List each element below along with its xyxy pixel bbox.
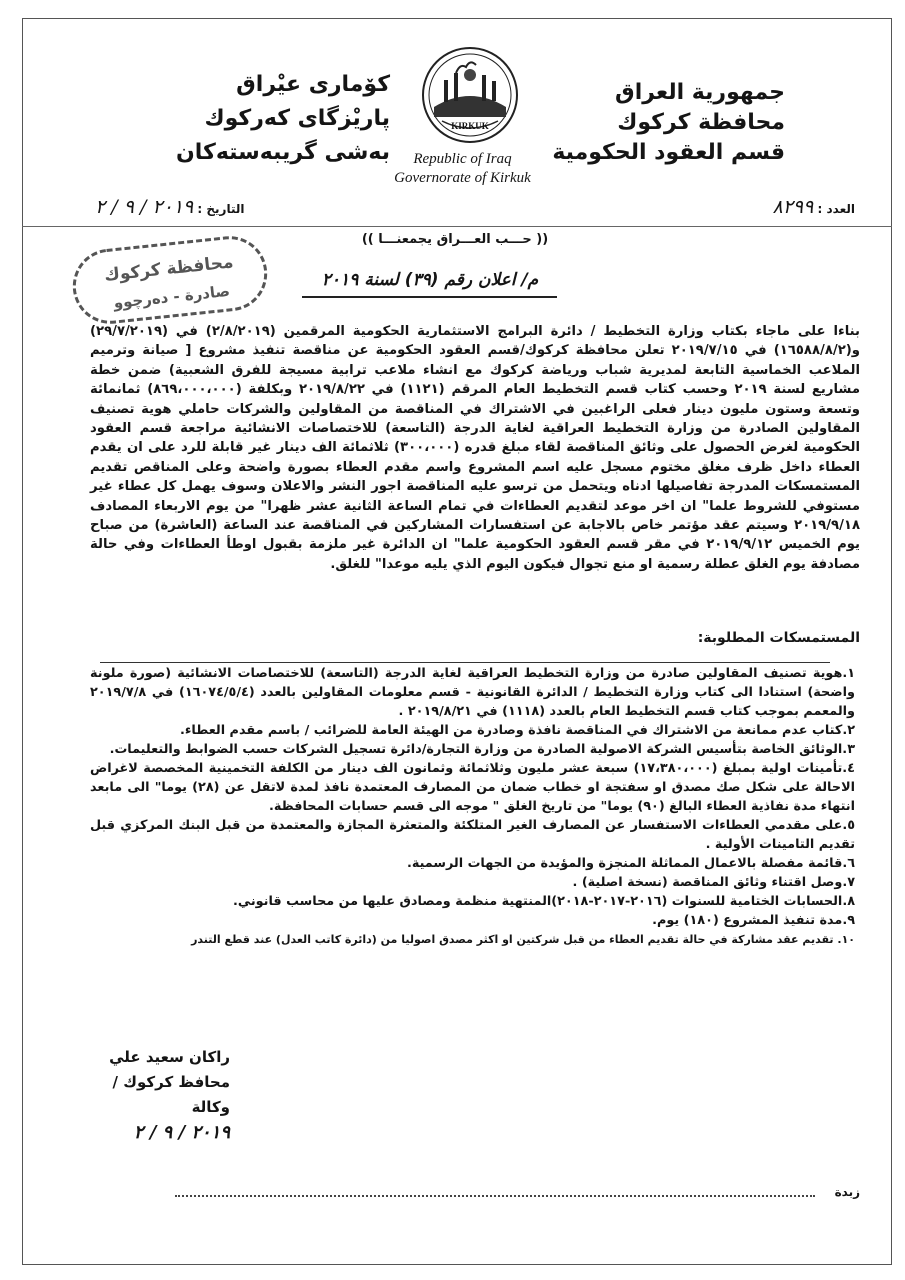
requirement-item: ٥.على مقدمي العطاءات الاستفسار عن المصارف الغير المتلكئة والمتعثرة المجازة والمعتمدة من قبل البنك المركزي قبل تقديم التامينات الأولية . [90, 818, 855, 852]
signature-date: ٢٠١٩ / ٩ / ٢ [133, 1122, 230, 1143]
requirement-item: ٨.الحسابات الختامية للسنوات (٢٠١٦-٢٠١٧-٢٠١٨)المنتهية منظمة ومصادق عليها من محاسب قانوني. [233, 894, 855, 909]
requirement-item: ٤.تأمينات اولية بمبلغ (١٧،٣٨٠،٠٠٠) سبعة عشر مليون وثلاثمائة وثمانون الف دينار من الكلفة التخمينية المخصصة لاغراض الاحالة على شكل صك مصدق او سفتجة او خطاب ضمان من المصارف المعتمدة نافذ لمدة لاتقل عن (٢٨) يوما" الى مابعد انتهاء مدة نفاذية العطاء البالغ (٩٠) يوما" من تاريخ الغلق " موجه الى قسم حسابات المحافظة. [90, 761, 855, 814]
stamp-line-1: محافظة كركوك [103, 252, 235, 286]
signature-block [90, 1045, 230, 1145]
requirements-title: المستمسكات المطلوبة: [697, 630, 860, 646]
header-arabic-line-3: قسم العقود الحكومية [552, 140, 785, 165]
slogan: (( حـــب العـــراق يجمعنـــا )) [361, 232, 549, 247]
announcement-title: م/ اعلان رقم (٣٩) لسنة ٢٠١٩ [321, 270, 539, 290]
requirement-item: ٢.كتاب عدم ممانعة من الاشتراك في المناقصة نافذة وصادرة من الهيئة العامة للضرائب / باسم مقدم العطاء. [180, 723, 855, 738]
header-arabic-line-1: جمهورية العراق [615, 80, 785, 105]
header-kurdish-line-1: كۆمارى عيْراق [236, 72, 390, 97]
header-kurdish-line-3: بەشى گريبەستەكان [175, 140, 390, 165]
requirement-item: ١٠. تقديم عقد مشاركة في حالة تقديم العطاء من قبل شركتين او اكثر مصدق اصوليا من (دائرة كاتب العدل) عند قطع التندر [191, 933, 855, 946]
arabic-header [525, 78, 785, 168]
kirkuk-emblem-icon [420, 45, 520, 145]
header-english-line-1: Republic of Iraq [413, 151, 512, 167]
number-field [773, 196, 855, 218]
announcement-body: بناءا على ماجاء بكتاب وزارة التخطيط / دائرة البرامج الاستثمارية الحكومية المرقمين (٢/٨/٢٠١٩) في (٢٩/٧/٢٠١٩) و(١٦٥٨٨/٨/٢) في ٢٠١٩/٧/١٥ تعلن محافظة كركوك/قسم العقود الحكومية عن مناقصة تنفيذ مشروع [ صيانة وترميم الملاعب الخماسية التابعة لمديرية شباب ورياضة كركوك مع انشاء ملاعب ترابية مسيجة للفرق الشعبية) ضمن خطة مشاريع لسنة ٢٠١٩ وحسب كتاب قسم التخطيط العام المرقم (١١٢١) في ٢٠١٩/٨/٢٢ وبكلفة (٨٦٩،٠٠٠،٠٠٠) ثمانمائة وتسعة وستون مليون دينار فعلى الراغبين في الاشتراك في المناقصة من المقاولين والشركات حاملي هوية تصنيف المقاولين الصادرة من وزارة التخطيط العراقية لغاية الدرجة (التاسعة) للاختصاصات الانشائية مراجعة قسم العقود الحكومية لغرض الحصول على وثائق المناقصة لقاء مبلغ قدره (٣٠٠،٠٠٠) ثلاثمائة الف دينار غير قابلة للرد على ان يقدم العطاء داخل ظرف مغلق مختوم مسجل عليه اسم المشروع واسم مقدم العطاء بصورة واضحة وعلى المناقص تقديم المستمسكات المدرجة تفاصيلها ادناه ويتحمل من ترسو عليه المناقصة اجور النشر والاعلان وسوف يهمل كل عطاء غير مستوفي للشروط علما" ان اخر موعد لتقديم العطاءات في تمام الساعة الثانية عشر ظهرا" من يوم الاربعاء المصادف ٢٠١٩/٩/١٨ وسيتم عقد مؤتمر خاص بالاجابة عن استفسارات المشاركين في المناقصة عند الساعة (العاشرة) من صباح يوم الخميس ٢٠١٩/٩/١٢ في مقر قسم العقود الحكومية علما" ان الدائرة غير ملزمة بقبول اوطأ العطاءات وفي حالة مصادفة يوم الغلق عطلة رسمية او منع تجوال فيكون اليوم الذي يليه موعدا" للغلق. [90, 324, 861, 572]
requirement-item: ٧.وصل اقتناء وثائق المناقصة (نسخة اصلية) . [572, 875, 855, 890]
header-english-line-2: Governorate of Kirkuk [394, 170, 531, 186]
meta-row [95, 196, 855, 222]
signatory-title: محافظ كركوك / وكالة [112, 1073, 230, 1116]
number-label: العدد : [817, 202, 855, 216]
requirements-divider [100, 662, 830, 663]
date-field [95, 196, 244, 218]
cc-label: زبدة [834, 1185, 860, 1199]
title-underline [302, 296, 557, 298]
header-arabic-line-2: محافظة كركوك [617, 110, 785, 135]
kurdish-header [160, 68, 390, 170]
stamp-line-2: صادرة - دەرچوو [112, 281, 231, 312]
requirement-item: ١.هوية تصنيف المقاولين صادرة من وزارة التخطيط العراقية لغاية الدرجة (التاسعة) للاختصاصات الانشائية (صورة ملونة واضحة) استنادا الى كتاب وزارة التخطيط / الدائرة القانونية - قسم معلومات المقاولين بالعدد (١٦٠٧٤/٥/٤) في ٢٠١٩/٧/٨ والمعمم بموجب كتاب قسم التخطيط العام بالعدد (١١١٨) في ٢٠١٩/٨/٢١ . [90, 666, 855, 719]
emblem-text: KIRKUK [451, 121, 489, 131]
header-kurdish-line-2: پاريْزگاى كەركوك [204, 106, 390, 131]
requirements-list [90, 664, 855, 949]
requirement-item: ٦.قائمة مفصلة بالاعمال المماثلة المنجزة والمؤيدة من الجهات الرسمية. [406, 856, 855, 871]
date-value: ٢٠١٩ / ٩ / ٢ [95, 196, 194, 218]
cc-dotted-line [175, 1195, 815, 1197]
requirement-item: ٣.الوثائق الخاصة بتأسيس الشركة الاصولية الصادرة من وزارة التجارة/دائرة تسجيل الشركات حسب الضوابط والتعليمات. [109, 742, 855, 757]
requirement-item: ٩.مدة تنفيذ المشروع (١٨٠) يوم. [652, 913, 855, 928]
date-label: التاريخ : [197, 202, 245, 216]
cc-row [170, 1185, 860, 1205]
number-value: ٨٢٩٩ [772, 196, 814, 218]
english-header [380, 150, 545, 188]
signatory-name: راكان سعيد علي [109, 1048, 230, 1066]
header-divider [22, 226, 892, 227]
